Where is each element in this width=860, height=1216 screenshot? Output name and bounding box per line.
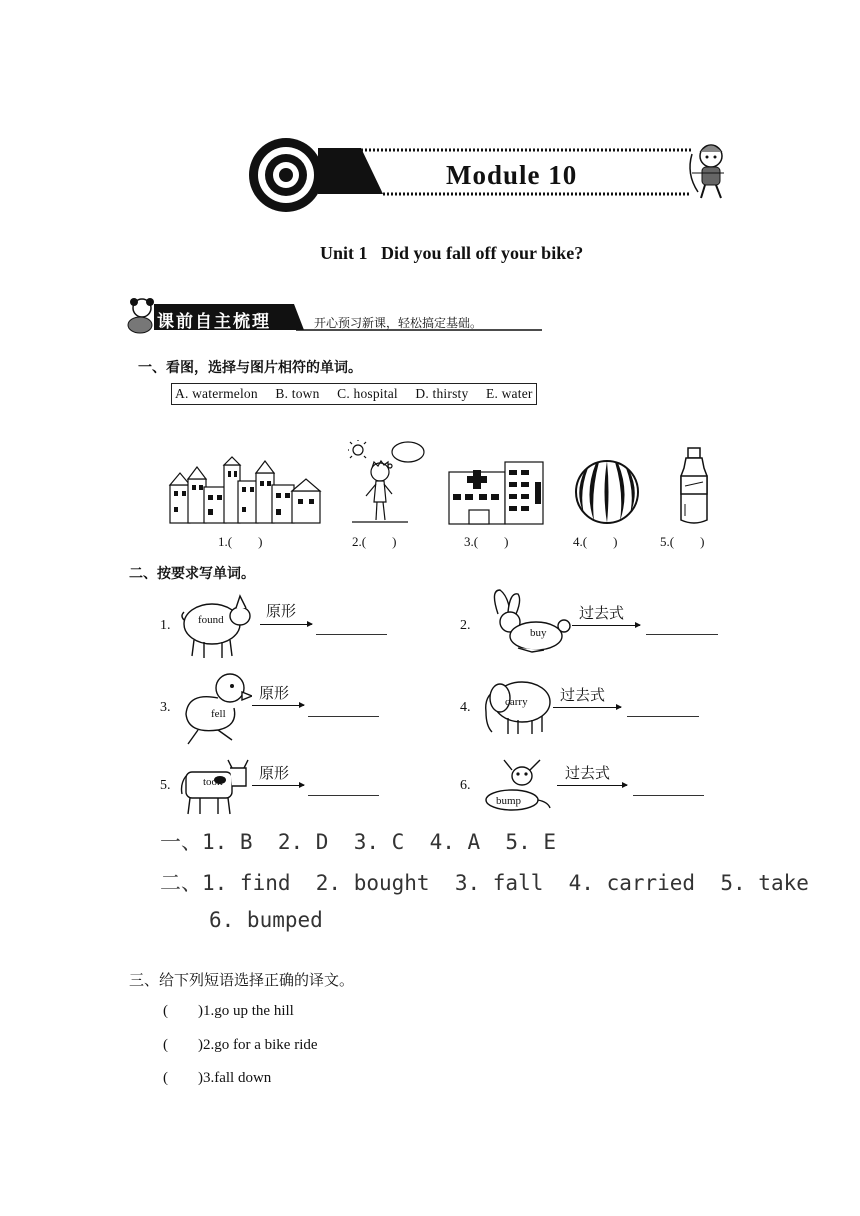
item-4-arrow	[553, 707, 621, 708]
item-6-word: bump	[496, 795, 522, 807]
picture-3-label: 3.( )	[464, 534, 509, 549]
word-options-box	[171, 383, 537, 405]
item-5-word: took	[203, 776, 223, 788]
q3-item-3: ( )3.fall down	[163, 1070, 272, 1086]
item-6-task: 过去式	[565, 764, 611, 782]
item-5-task: 原形	[259, 764, 290, 782]
module-title: Module 10	[446, 160, 578, 190]
item-4-task: 过去式	[560, 686, 606, 704]
rabbit-icon	[488, 586, 572, 658]
item-5-answer-line[interactable]	[308, 795, 379, 796]
picture-2-label: 2.( )	[352, 534, 397, 549]
item-2-task: 过去式	[579, 604, 625, 622]
hospital-icon	[447, 460, 552, 528]
mascot-icon	[128, 298, 154, 333]
item-4-number: 4.	[460, 700, 471, 715]
picture-5-label: 5.( )	[660, 534, 705, 549]
option-d: D. thirsty	[415, 386, 469, 401]
answer-key-line-3: 6. bumped	[209, 908, 323, 932]
question-3-heading: 三、给下列短语选择正确的译文。	[129, 971, 355, 989]
cow-icon	[180, 758, 250, 818]
town-icon	[168, 455, 323, 525]
duck-icon	[178, 668, 252, 746]
answer-key-line-2: 二、1. find 2. bought 3. fall 4. carried 5. take	[160, 871, 809, 895]
item-2-word: buy	[530, 627, 547, 639]
preview-section-tag: 课前自主梳理	[157, 312, 271, 332]
item-2-answer-line[interactable]	[646, 634, 718, 635]
item-1-word: found	[198, 614, 224, 626]
archer-icon	[690, 145, 724, 198]
option-c: C. hospital	[337, 386, 398, 401]
question-1-heading: 一、看图，选择与图片相符的单词。	[138, 360, 362, 376]
item-1-arrow	[260, 624, 312, 625]
option-a: A. watermelon	[175, 386, 258, 401]
option-e: E. water	[486, 386, 533, 401]
thirsty-boy-icon	[348, 440, 428, 525]
water-bottle-icon	[677, 446, 711, 526]
item-6-arrow	[557, 785, 627, 786]
item-3-arrow	[252, 705, 304, 706]
item-1-task: 原形	[266, 602, 297, 620]
picture-1-label: 1.( )	[218, 534, 263, 549]
item-3-word: fell	[211, 708, 226, 720]
item-4-word: carry	[505, 696, 528, 708]
item-3-number: 3.	[160, 700, 171, 715]
item-2-arrow	[572, 625, 640, 626]
preview-section-slogan: 开心预习新课，轻松搞定基础。	[314, 316, 483, 330]
item-6-answer-line[interactable]	[633, 795, 704, 796]
item-4-answer-line[interactable]	[627, 716, 699, 717]
question-2-heading: 二、按要求写单词。	[129, 566, 255, 582]
item-2-number: 2.	[460, 618, 471, 633]
item-6-number: 6.	[460, 778, 471, 793]
option-b: B. town	[275, 386, 320, 401]
q3-item-1: ( )1.go up the hill	[163, 1003, 294, 1019]
q3-item-2: ( )2.go for a bike ride	[163, 1037, 318, 1053]
item-5-number: 5.	[160, 778, 171, 793]
watermelon-icon	[574, 458, 640, 524]
item-1-answer-line[interactable]	[316, 634, 387, 635]
item-1-number: 1.	[160, 618, 171, 633]
item-3-task: 原形	[259, 684, 290, 702]
picture-4-label: 4.( )	[573, 534, 618, 549]
item-5-arrow	[252, 785, 304, 786]
item-3-answer-line[interactable]	[308, 716, 379, 717]
answer-key-line-1: 一、1. B 2. D 3. C 4. A 5. E	[160, 830, 557, 854]
unit-title: Unit 1 Did you fall off your bike?	[320, 243, 584, 263]
